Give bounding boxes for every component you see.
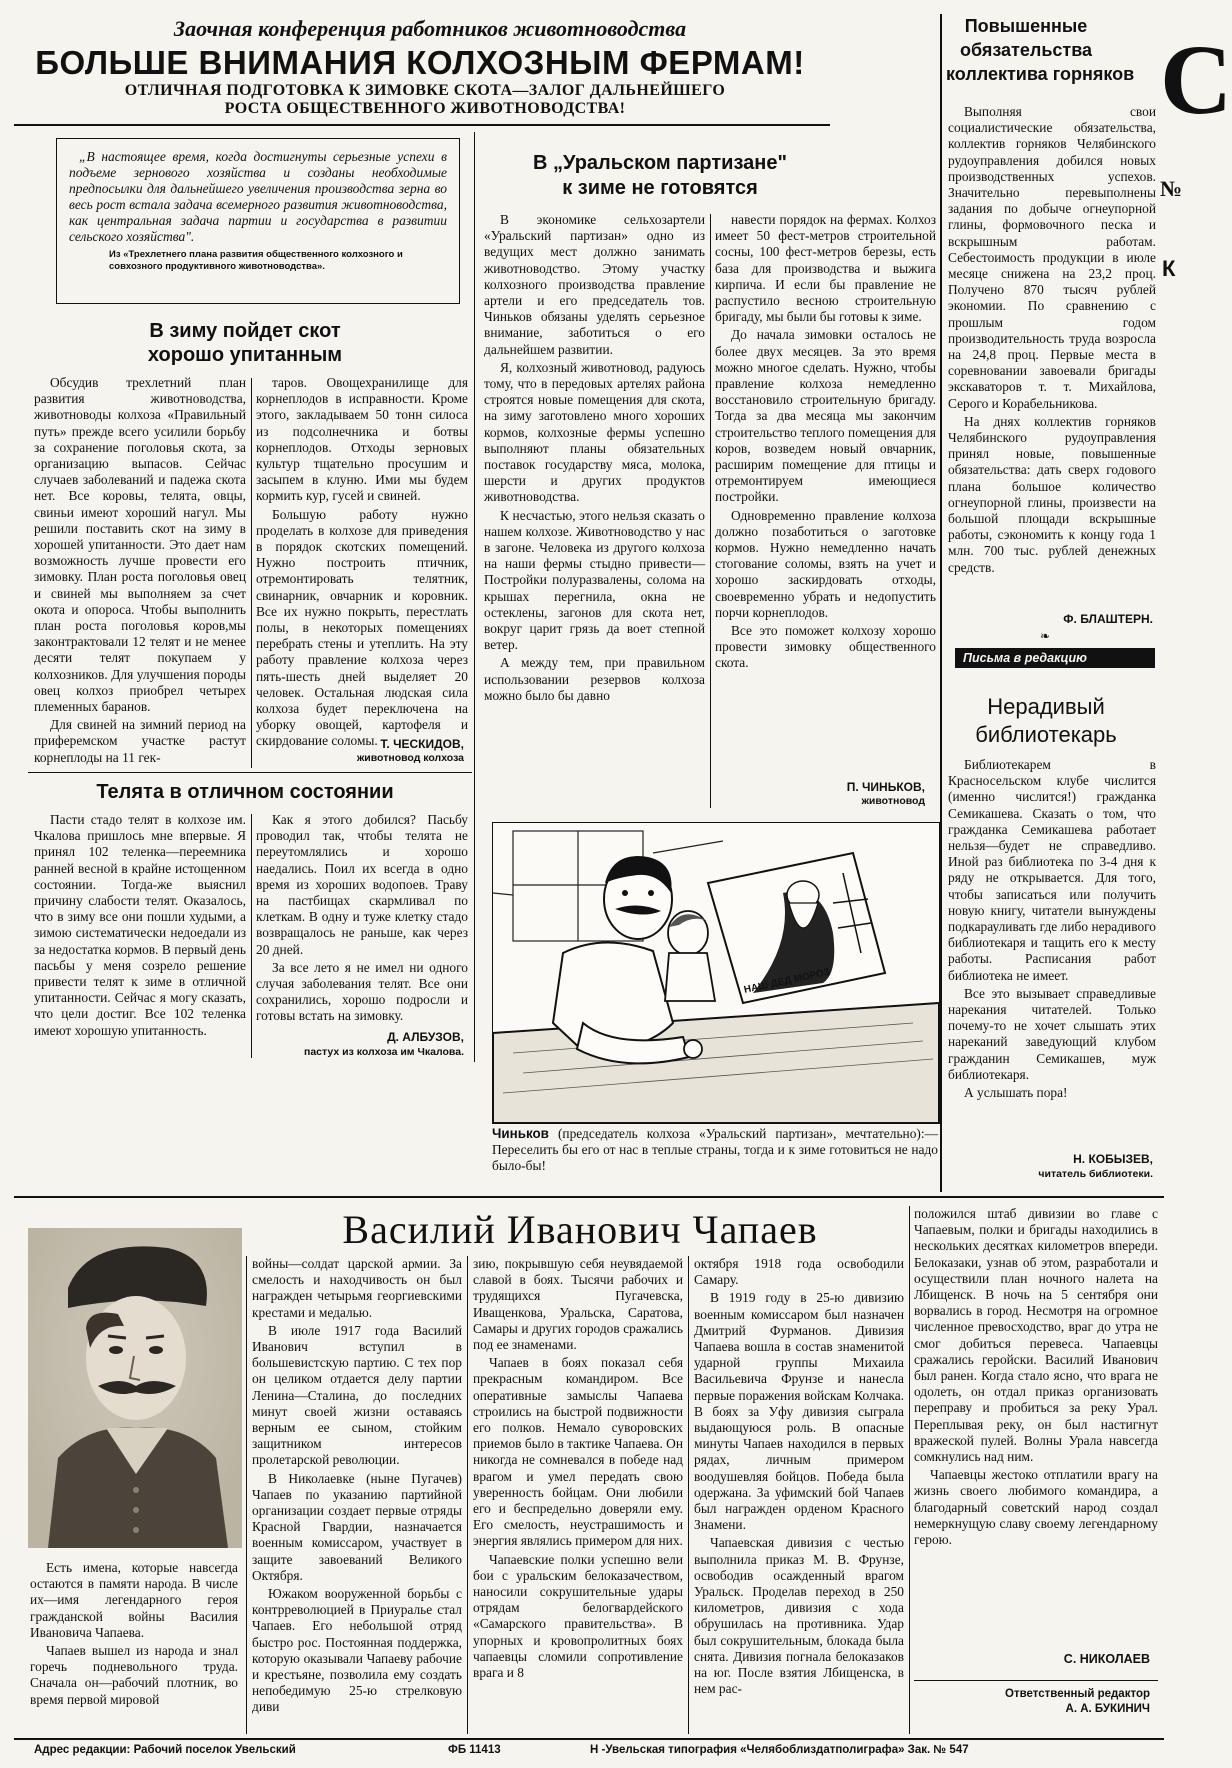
footer-printer: Н -Увельская типография «Челябоблиздатполиграфа» Зак. № 547 — [590, 1744, 969, 1756]
article1-title-line1: В зиму пойдет скот — [149, 320, 341, 342]
article2-author-role: пастух из колхоза им Чкалова. — [303, 1046, 464, 1058]
chapaev-column-5: положился штаб дивизии во главе с Чапаевым, полки и бригады находились в нескольких десятках километров впереди. Белоказаки, узнав об этом, разработали и осуществили план ночного налета на Лбищенск. В ночь на 5 сентября они ворвались в город. Несмотря на огромное численное превосходство, враг до утра не смог добиться перевеса. Чапаевцы сражались геройски. Василий Иванович был ранен. Когда стало ясно, что врага не одолеть, он отдал приказ организовать переправу и пробиться за реку Урал. Переплывая реку, он был настигнут вражеской пулей. Волны Урала навсегда сомкнулись над ним. Чапаевцы жестоко отплатили врагу на жизнь своего любимого командира, а благодарный советский народ создал немеркнущую славу своему легендарному герою. — [914, 1206, 1158, 1548]
librarian-title-line2: библиотекарь — [975, 722, 1117, 747]
editor-rule — [914, 1680, 1158, 1681]
footer-address: Адрес редакции: Рабочий поселок Увельский — [34, 1744, 296, 1756]
article3-column-divider — [710, 214, 711, 808]
article2-column-divider — [251, 814, 252, 1058]
cartoon-caption-name: Чиньков — [492, 1126, 549, 1141]
librarian-title-line1: Нерадивый — [987, 694, 1105, 719]
chapaev-divider-3 — [688, 1256, 689, 1734]
main-headline: БОЛЬШЕ ВНИМАНИЯ КОЛХОЗНЫМ ФЕРМАМ! — [35, 44, 805, 81]
chapaev-column-3: зию, покрывшую себя неувядаемой славой в боях. Тысячи рабочих и трудящихся Пугачевска, Иващенкова, Уральска, Саратова, Самары и других городов сражались под ее знаменами. Чапаев в боях показал себя прекрасным командиром. Все оперативные замыслы Чапаева строились на быстрой подвижности его полков. Немало суворовских приемов было в тактике Чапаева. Он никогда не сомневался в победе над врагом и умел передать свою уверенность бойцам. Они любили его и беспредельно доверяли ему. Его смелость, неустрашимость и энергия являлись примером для них. Чапаевские полки успешно вели бои с уральским белоказачеством, наносили сокрушительные удары отрядам белогвардейского «Самарского правительства». В упорных и кровопролитных боях чапаевцы сломили сопротивление врага и 8 — [473, 1256, 683, 1681]
editor-label: Ответственный редактор — [1005, 1688, 1150, 1700]
librarian-author: Н. КОБЫЗЕВ, — [1073, 1152, 1153, 1166]
cartoon-caption-text: (председатель колхоза «Уральский партизан», мечтательно):—Переселить бы его от нас в теплые страны, тогда и к зиме готовиться не надо было-бы! — [492, 1126, 938, 1173]
chapaev-divider-2 — [467, 1256, 468, 1734]
article3-title-line2: к зиме не готовятся — [562, 177, 758, 199]
footer-code: ФБ 11413 — [448, 1744, 501, 1756]
chapaev-column-4: октября 1918 года освободили Самару. В 1919 году в 25-ю дивизию военным комиссаром был назначен Дмитрий Фурманов. Дивизия Чапаева вошла в состав знаменитой ударной группы Михаила Васильевича Фрунзе и нанесла первые поражения войскам Колчака. В боях за Уфу дивизия сыграла выдающуюся роль. В опасные минуты Чапаев находился в первых рядах, личным примером воодушевляя бойцов. Победа была одержана. За уфимский бой Чапаев был награжден орденом Красного Знамени. Чапаевская дивизия с честью выполнила приказ М. В. Фрунзе, освободив осажденный врагом Уральск. Проделав переход в 250 километров, дивизия с хода обрушилась на противника. Удар был сокрушительным, блокада была снята. Дивизия погнала белоказаков на юг. После взятия Лбищенска, в нем рас- — [694, 1256, 904, 1697]
edge-number-sign: № — [1160, 176, 1183, 201]
article2-column-1: Пасти стадо телят в колхозе им. Чкалова пришлось мне впервые. Я принял 102 теленка—переемника ранней весной в крайне истощенном состоянии. Тогда-же выяснил причину слабости телят. Оказалось, что в зиму все они пошли худыми, а зимою систематически недоедали из за недостатка кормов. В первый день пасьбы у меня созрело решение привести телят к зиме в отличной упитанности. Сейчас я могу сказать, что цели достиг. Все 102 теленка имеют хорошую упитанность. — [34, 812, 246, 1038]
article2-column-2: Как я этого добился? Пасьбу проводил так, чтобы телята не переутомлялись и хорошо наедались. Поил их всегда в одно время из хороших водопоев. Траву на пастбищах скармливал по клеткам. В одну и туже клетку стадо возвращалось не раньше, как через 20 дней. За все лето я не имел ни одного случая заболевания телят. Все они сохранились, хорошо подросли и готовы встать на зимовку. — [256, 812, 468, 1024]
right-article-body: Выполняя свои социалистические обязательства, коллектив горняков Челябинского рудоуправления добился новых производственных успехов. Значительно перевыполнены задания по добыче огнеупорной глины, формовочного песка и вскрышным работам. Себестоимость продукции в июле месяце снижена на 23,2 проц. Получено 870 тысяч рублей экономии. По сравнению с прошлым годом производительность труда возросла на 24,8 проц. Первые места в соревновании завоевали бригады экскаваторов т. т. Михайлова, Серого и Корабельникова. На днях коллектив горняков Челябинского рудоуправления принял новые, повышенные обязательства: дать сверх годового плана большое количество огнеупорной глины, произвести на большой площади вскрышные работы, сэкономить к концу года 1 млн. 700 тыс. рублей денежных средств. — [948, 104, 1156, 575]
article1-author: Т. ЧЕСКИДОВ, — [380, 737, 464, 751]
right-title-line1: Повышенные — [964, 16, 1088, 36]
cartoon-illustration — [493, 823, 939, 1123]
article2-title: Телята в отличном состоянии — [96, 781, 394, 803]
article3-column-2: навести порядок на фермах. Колхоз имеет 50 фест-метров строительной сосны, 100 фест-метров березы, есть база для производства и выжига кирпича. И если бы правление не распустило весною строительную бригаду, мы были бы готовы к зиме. До начала зимовки осталось не более двух месяцев. За это время можно многое сделать. Нужно, чтобы правление колхоза немедленно восстановило строительную бригаду. Тогда за два месяца мы закончим строительство теплого помещения для коров, возведем новый овчарник, расширим помещение для птицы и отремонтируем имеющиеся постройки. Одновременно правление колхоза должно позаботиться о заготовке кормов. Нужно немедленно начать стогование соломы, взять на учет и хорошо заскирдовать отходы, своевременно убрать и недопустить порчи корнеплодов. Все это поможет колхозу хорошо провести зимовку общественного скота. — [715, 212, 936, 671]
quote-text: „В настоящее время, когда достигнуты серьезные успехи в подъеме зернового хозяйства и созданы необходимые предпосылки для дальнейшего увеличения производства зерна во весь рост встала задача всемерного развития животноводства, как центральная задача партии и государства в развитии сельского хозяйства". — [69, 149, 447, 244]
main-subhead-2: РОСТА ОБЩЕСТВЕННОГО ЖИВОТНОВОДСТВА! — [224, 100, 626, 117]
article3-author: П. ЧИНЬКОВ, — [846, 780, 925, 794]
cartoon-book-label: НАШ ДЕД МОРОЗ — [743, 966, 832, 996]
article1-author-role: животновод колхоза — [356, 752, 464, 764]
footer-rule — [14, 1738, 1164, 1740]
chapaev-divider-1 — [246, 1256, 247, 1734]
chapaev-author: С. НИКОЛАЕВ — [1063, 1652, 1150, 1666]
article1-column-2: таров. Овощехранилище для корнеплодов в исправности. Кроме этого, закладываем 50 тонн силоса из подсолнечника и ботвы корнеплодов. Отходы зерновых культур тщательно просушим и засыпем в клуню. Ими мы будем кормить кур, гусей и свиней. Большую работу нужно проделать в колхозе для приведения в порядок скотских помещений. Нужно построить птичник, отремонтировать телятник, свинарник, овчарник и коровник. Все их нужно покрыть, перестлать полы, в некоторых помещениях перебрать стены и утеплить. На эту работу правление колхоза через пять-шесть дней выделяет 20 человек. Остальная людская сила колхоза будет переключена на уборку овощей, картофеля и скирдование соломы. — [256, 375, 468, 749]
article1-title-line2: хорошо упитанным — [147, 344, 343, 366]
masthead-rule — [14, 124, 830, 126]
quote-box — [56, 138, 460, 304]
librarian-author-role: читатель библиотеки. — [1038, 1168, 1153, 1180]
chapaev-column-1: Есть имена, которые навсегда остаются в памяти народа. В числе их—имя легендарного героя гражданской войны Василия Ивановича Чапаева. Чапаев вышел из народа и знал горечь подневольного труда. Сначала он—рабочий плотник, во время первой мировой — [30, 1560, 238, 1707]
cartoon-caption — [492, 1126, 938, 1174]
right-title-line3: коллектива горняков — [946, 64, 1135, 84]
edge-masthead-letter: С — [1160, 24, 1232, 135]
article2-author: Д. АЛБУЗОВ, — [387, 1030, 464, 1044]
chapaev-title: Василий Иванович Чапаев — [342, 1207, 818, 1252]
article3-column-1: В экономике сельхозартели «Уральский партизан» одно из ведущих мест должно занимать животноводство. Этому участку колхозного производства правление артели и его председатель тов. Чиньков обязаны уделять серьезное внимание, заботиться о его дальнейшем развитии. Я, колхозный животновод, радуюсь тому, что в передовых артелях района строятся новые помещения для скота, на зиму заготовлено много хороших кормов, колхозные фермы успешно выполняют планы обязательных поставок государству мяса, молока, шерсти и других продуктов животноводства. К несчастью, этого нельзя сказать о нашем колхозе. Животноводство у нас в загоне. Человека из другого колхоза на наши фермы стыдно привести—Постройки полуразвалены, солома на крышах перегнила, окна не остеклены, загонов для скота нет, вокруг царит грязь да воет степной ветер. А между тем, при правильном использовании резервов колхоза можно было бы давно — [484, 212, 705, 703]
ornament-divider: ❧ — [1040, 629, 1051, 643]
chapaev-top-rule — [14, 1196, 1164, 1198]
article1-column-divider — [251, 378, 252, 768]
chapaev-portrait — [28, 1228, 242, 1548]
article3-author-role: животновод — [861, 795, 925, 807]
right-title-line2: обязательства — [959, 40, 1093, 60]
article1-bottom-rule — [28, 772, 472, 773]
article1-column-1: Обсудив трехлетний план развития животноводства, животноводы колхоза «Правильный путь» прежде всего усилили борьбу за сохранение поголовья скота, за организацию выпасов. Сейчас случаев заболеваний и падежа скота нет. Все коровы, телята, овцы, свиньи имеют хороший нагул. Мы решили поставить скот на зиму в хорошей упитанности. Это дает нам возможность лучше провести его зимовку. План роста поголовья овец и свиней мы выполняем за счет окота и опороса. Чтобы выполнить план роста поголовья коров,мы законтрактовали 12 телят и не менее десяти телят покупаем у колхозников. Для улучшения породы овец колхоз приобрел четырех племенных баранов. Для свиней на зимний период на приферемском участке растут корнеплоды на 11 гек- — [34, 375, 246, 765]
left-middle-divider — [474, 132, 475, 1062]
editor-name: А. А. БУКИНИЧ — [1065, 1703, 1150, 1715]
chapaev-portrait-image — [28, 1228, 242, 1548]
right-article-author: Ф. БЛАШТЕРН. — [1063, 612, 1153, 626]
edge-heading-letter: К — [1162, 256, 1176, 281]
main-subhead-1: ОТЛИЧНАЯ ПОДГОТОВКА К ЗИМОВКЕ СКОТА—ЗАЛОГ ДАЛЬНЕЙШЕГО — [124, 82, 726, 99]
right-column-divider — [940, 14, 942, 1192]
conference-kicker: Заочная конференция работников животноводства — [173, 16, 687, 41]
librarian-body: Библиотекарем в Красносельском клубе числится (именно числится!) гражданка Семикашева. Сказать о том, что гражданка Семикашева работает нельзя—будет не справедливо. Иной раз библиотека по 3-4 дня к ряду не открывается. Для того, чтобы записаться или получить новую книгу, читатели вынуждены подкарауливать где либо нерадивого библиотекаря и тащить его к месту работы. Расписания работ библиотека не имеет. Все это вызывает справедливые нарекания читателей. Только почему-то не хочет слышать этих нареканий заведующий клубом гражданин Семикашев, муж библиотекаря. А услышать пора! — [948, 757, 1156, 1101]
cartoon-frame — [492, 822, 940, 1124]
chapaev-divider-4 — [909, 1206, 910, 1734]
letters-banner: Письма в редакцию — [955, 648, 1155, 668]
quote-source: Из «Трехлетнего плана развития общественного колхозного и совхозного продуктивного животноводства». — [109, 249, 403, 272]
article3-title-line1: В „Уральском партизане" — [533, 152, 787, 174]
chapaev-column-2: войны—солдат царской армии. За смелость и находчивость он был награжден четырьмя георгиевскими крестами и медалью. В июле 1917 года Василий Иванович вступил в большевистскую партию. С тех пор он целиком отдается делу партии Ленина—Сталина, до последних минут своей жизни оставаясь верным ее сыном, стойким защитником интересов пролетарской революции. В Николаевке (ныне Пугачев) Чапаев по указанию партийной организации создает первые отряды Красной Гвардии, назначается военным комиссаром, участвует в защите завоеваний Великого Октября. Южаком вооруженной борьбы с контрреволюцией в Приуралье стал Чапаев. Его небольшой отряд быстро рос. Постоянная поддержка, которую оказывали Чапаеву рабочие и крестьяне, позволила ему создать непобедимую 25-ю стрелковую диви — [252, 1256, 462, 1715]
